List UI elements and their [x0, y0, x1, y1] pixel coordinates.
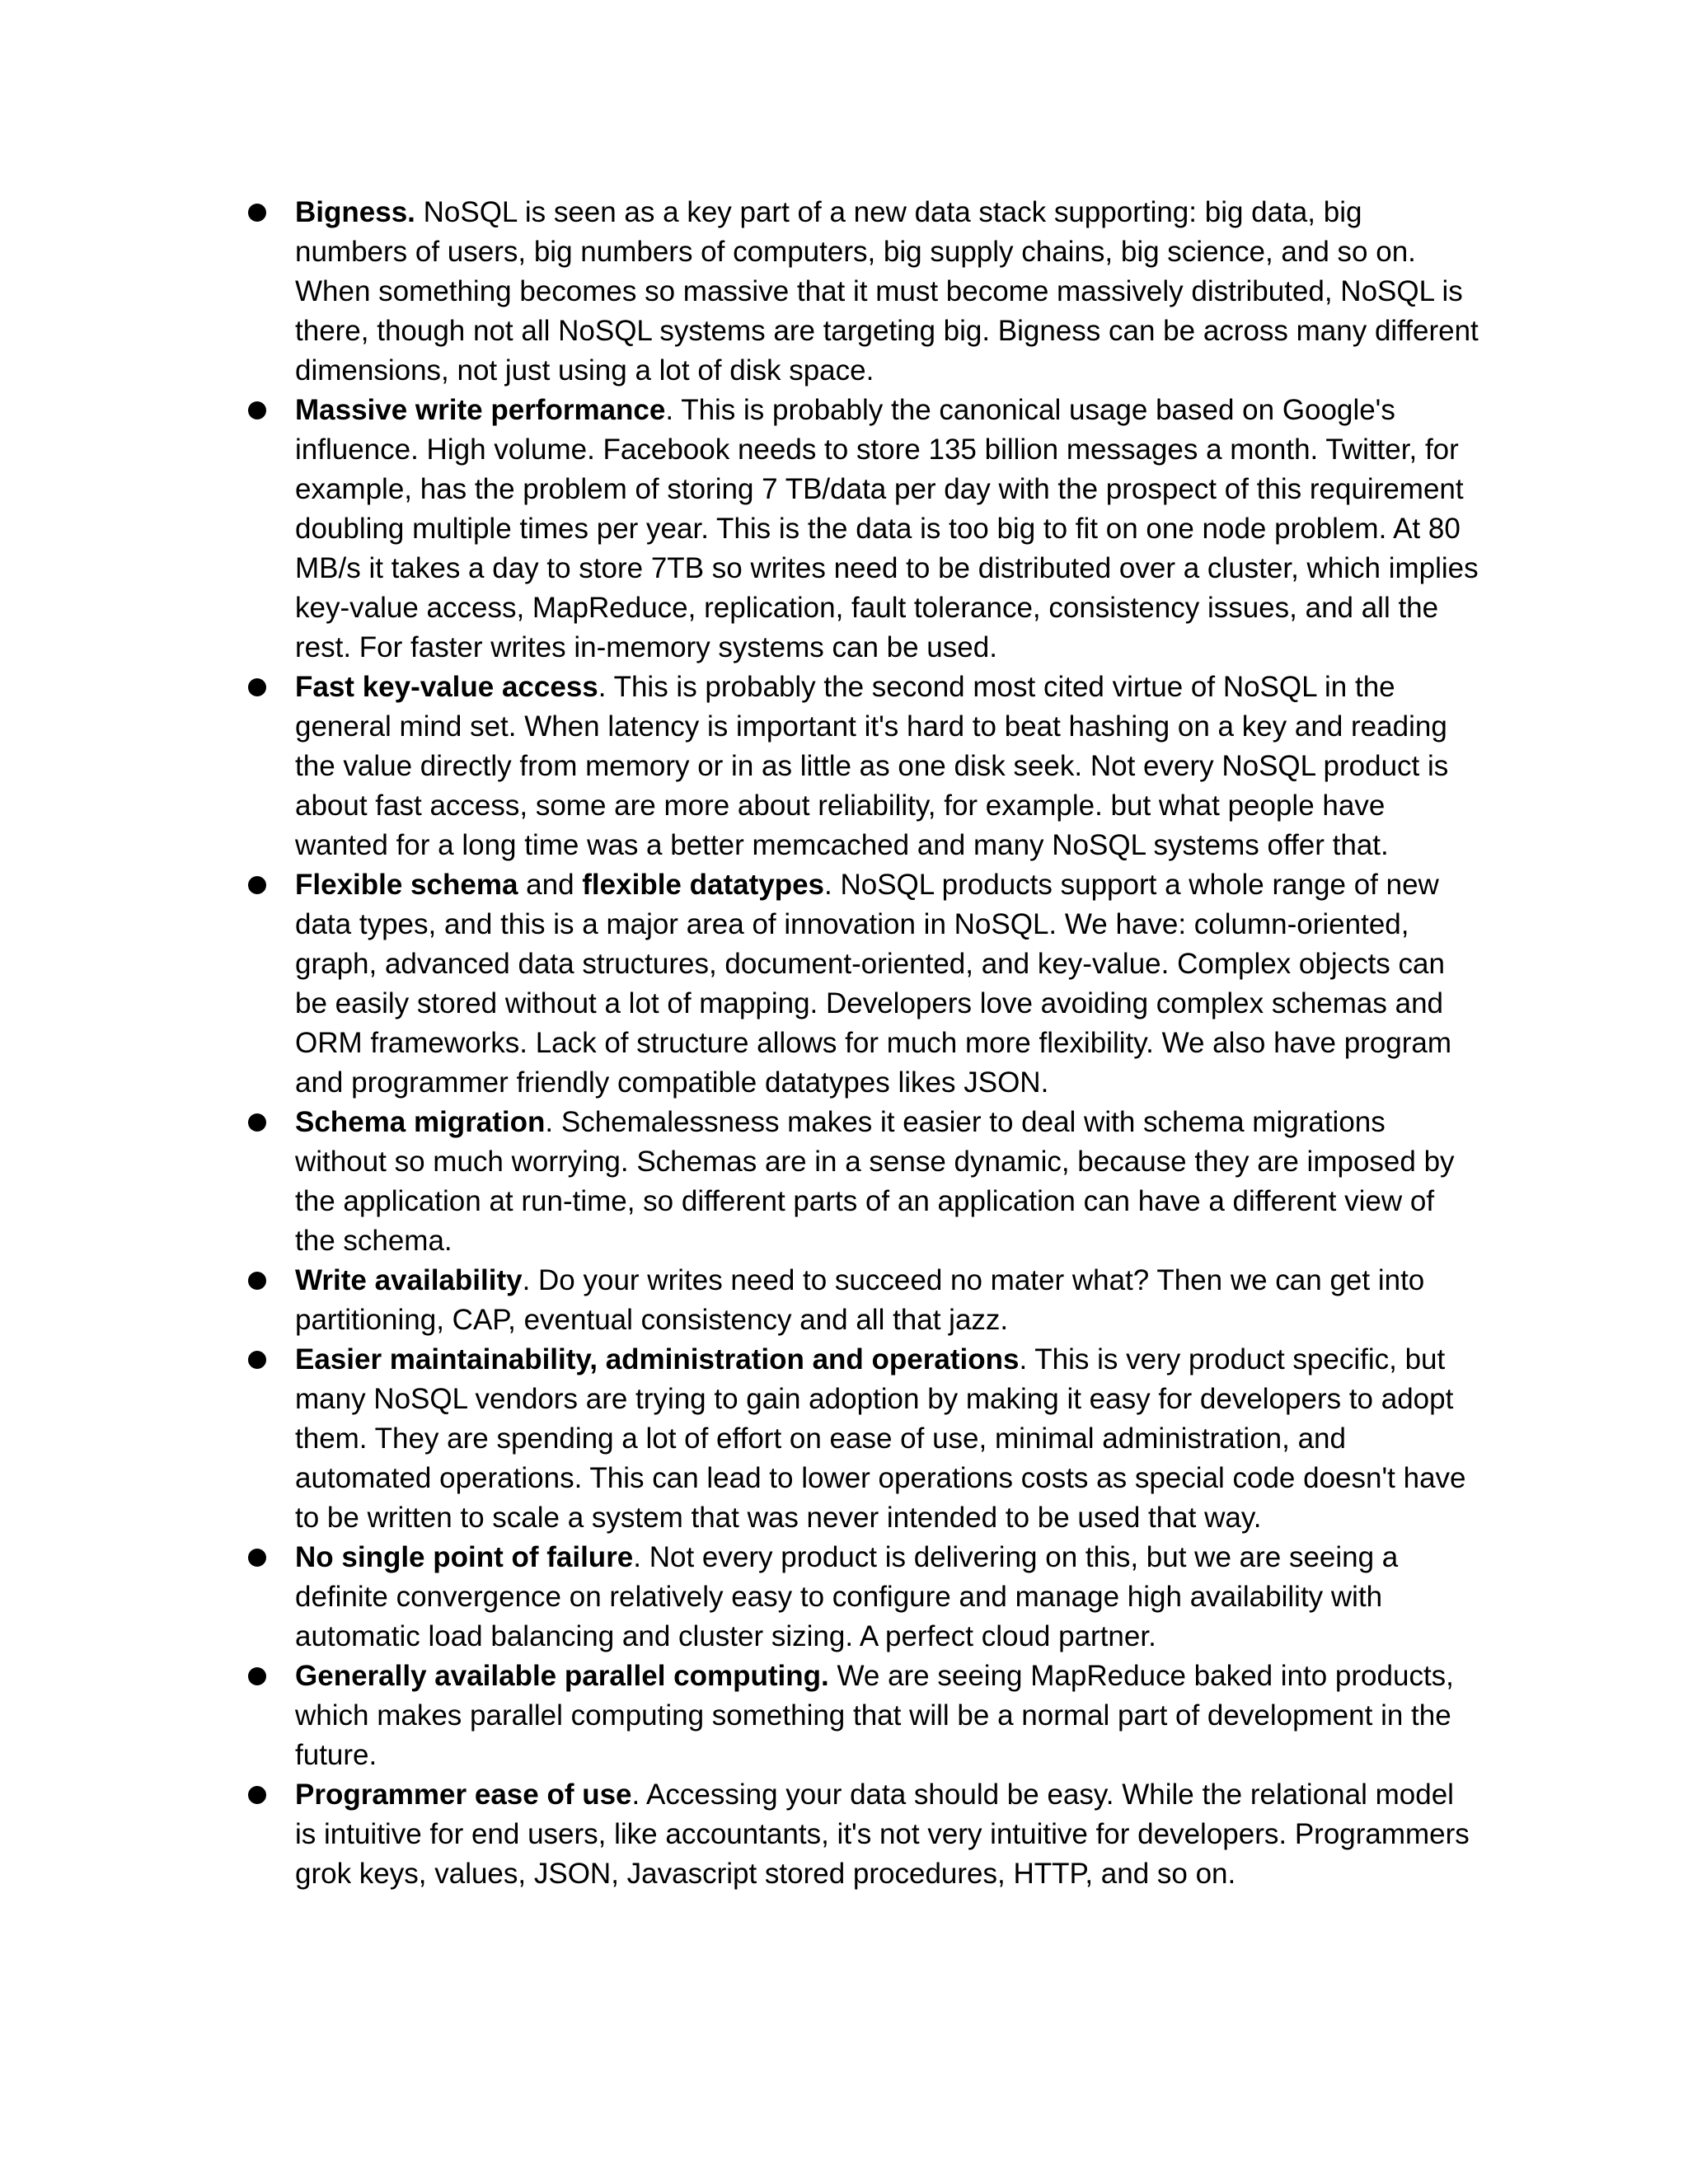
list-item	[246, 1261, 1482, 1340]
list-item	[246, 1538, 1482, 1657]
item-body: . Accessing your data should be easy. While the relational model is intuitive for end users, like accountants, it's not very intuitive for developers. Programmers grok keys, values, JSON, Javascript stored procedures, HTTP, and so on.	[295, 1779, 1470, 1890]
item-heading: Easier maintainability, administration and operations	[295, 1343, 1020, 1376]
item-heading: Programmer ease of use	[295, 1779, 632, 1811]
item-body: . This is very product specific, but many NoSQL vendors are trying to gain adoption by making it easy for developers to adopt them. They are spending a lot of effort on ease of use, minimal administration, and automated operations. This can lead to lower operations costs as special code doesn't have to be written to scale a system that was never intended to be used that way.	[295, 1343, 1466, 1534]
item-body-2: . NoSQL products support a whole range of new data types, and this is a major area of innovation in NoSQL. We have: column-oriented, graph, advanced data structures, document-oriented, and key-value. Complex objects can be easily stored without a lot of mapping. Developers love avoiding complex schemas and ORM frameworks. Lack of structure allows for much more flexibility. We also have program and programmer friendly compatible datatypes likes JSON.	[295, 869, 1452, 1099]
item-heading: Write availability	[295, 1264, 523, 1296]
bullet-icon	[248, 1272, 266, 1290]
item-text	[295, 865, 1482, 1103]
item-body: . This is probably the second most cited virtue of NoSQL in the general mind set. When latency is important it's hard to beat hashing on a key and reading the value directly from memory or in as little as one disk seek. Not every NoSQL product is about fast access, some are more about reliability, for example. but what people have wanted for a long time was a better memcached and many NoSQL systems offer that.	[295, 671, 1449, 861]
item-text	[295, 391, 1482, 668]
item-text	[295, 1261, 1482, 1340]
item-heading: Schema migration	[295, 1106, 546, 1138]
item-text	[295, 668, 1482, 865]
item-body: . Schemalessness makes it easier to deal with schema migrations without so much worrying. Schemas are in a sense dynamic, because they are imposed by the application at run-time, so different parts of an application can have a different view of the schema.	[295, 1106, 1455, 1257]
list-item	[246, 1775, 1482, 1894]
item-text	[295, 193, 1482, 391]
list-item	[246, 865, 1482, 1103]
bullet-icon	[248, 876, 266, 894]
bullet-icon	[248, 1667, 266, 1685]
item-heading: Massive write performance	[295, 394, 666, 426]
bullet-icon	[248, 678, 266, 696]
list-item	[246, 668, 1482, 865]
list-item	[246, 1103, 1482, 1261]
item-body: . Not every product is delivering on this, but we are seeing a definite convergence on relatively easy to configure and manage high availability with automatic load balancing and cluster sizing. A perfect cloud partner.	[295, 1541, 1399, 1652]
item-body: . Do your writes need to succeed no mater what? Then we can get into partitioning, CAP, eventual consistency and all that jazz.	[295, 1264, 1425, 1336]
bullet-icon	[248, 1113, 266, 1132]
item-heading: Bigness.	[295, 196, 415, 228]
item-text	[295, 1340, 1482, 1538]
bullet-icon	[248, 1786, 266, 1804]
item-body: and	[518, 869, 583, 901]
item-body: We are seeing MapReduce baked into products, which makes parallel computing something that will be a normal part of development in the future.	[295, 1660, 1454, 1771]
list-item	[246, 391, 1482, 668]
item-heading: No single point of failure	[295, 1541, 634, 1573]
bullet-list	[246, 193, 1482, 1894]
item-text	[295, 1538, 1482, 1657]
bullet-icon	[248, 204, 266, 222]
list-item	[246, 1657, 1482, 1775]
item-body: . This is probably the canonical usage based on Google's influence. High volume. Facebook needs to store 135 billion messages a month. Twitter, for example, has the problem of storing 7 TB/data per day with the prospect of this requirement doubling multiple times per year. This is the data is too big to fit on one node problem. At 80 MB/s it takes a day to store 7TB so writes need to be distributed over a cluster, which implies key-value access, MapReduce, replication, fault tolerance, consistency issues, and all the rest. For faster writes in-memory systems can be used.	[295, 394, 1479, 663]
list-item	[246, 193, 1482, 391]
bullet-icon	[248, 401, 266, 419]
item-text	[295, 1657, 1482, 1775]
item-text	[295, 1103, 1482, 1261]
item-heading: Flexible schema	[295, 869, 518, 901]
bullet-icon	[248, 1549, 266, 1567]
item-text	[295, 1775, 1482, 1894]
item-heading: Fast key-value access	[295, 671, 598, 703]
list-item	[246, 1340, 1482, 1538]
item-heading: Generally available parallel computing.	[295, 1660, 829, 1692]
item-heading-2: flexible datatypes	[582, 869, 825, 901]
bullet-icon	[248, 1351, 266, 1369]
item-body: NoSQL is seen as a key part of a new data stack supporting: big data, big numbers of users, big numbers of computers, big supply chains, big science, and so on. When something becomes so massive that it must become massively distributed, NoSQL is there, though not all NoSQL systems are targeting big. Bigness can be across many different dimensions, not just using a lot of disk space.	[295, 196, 1479, 387]
